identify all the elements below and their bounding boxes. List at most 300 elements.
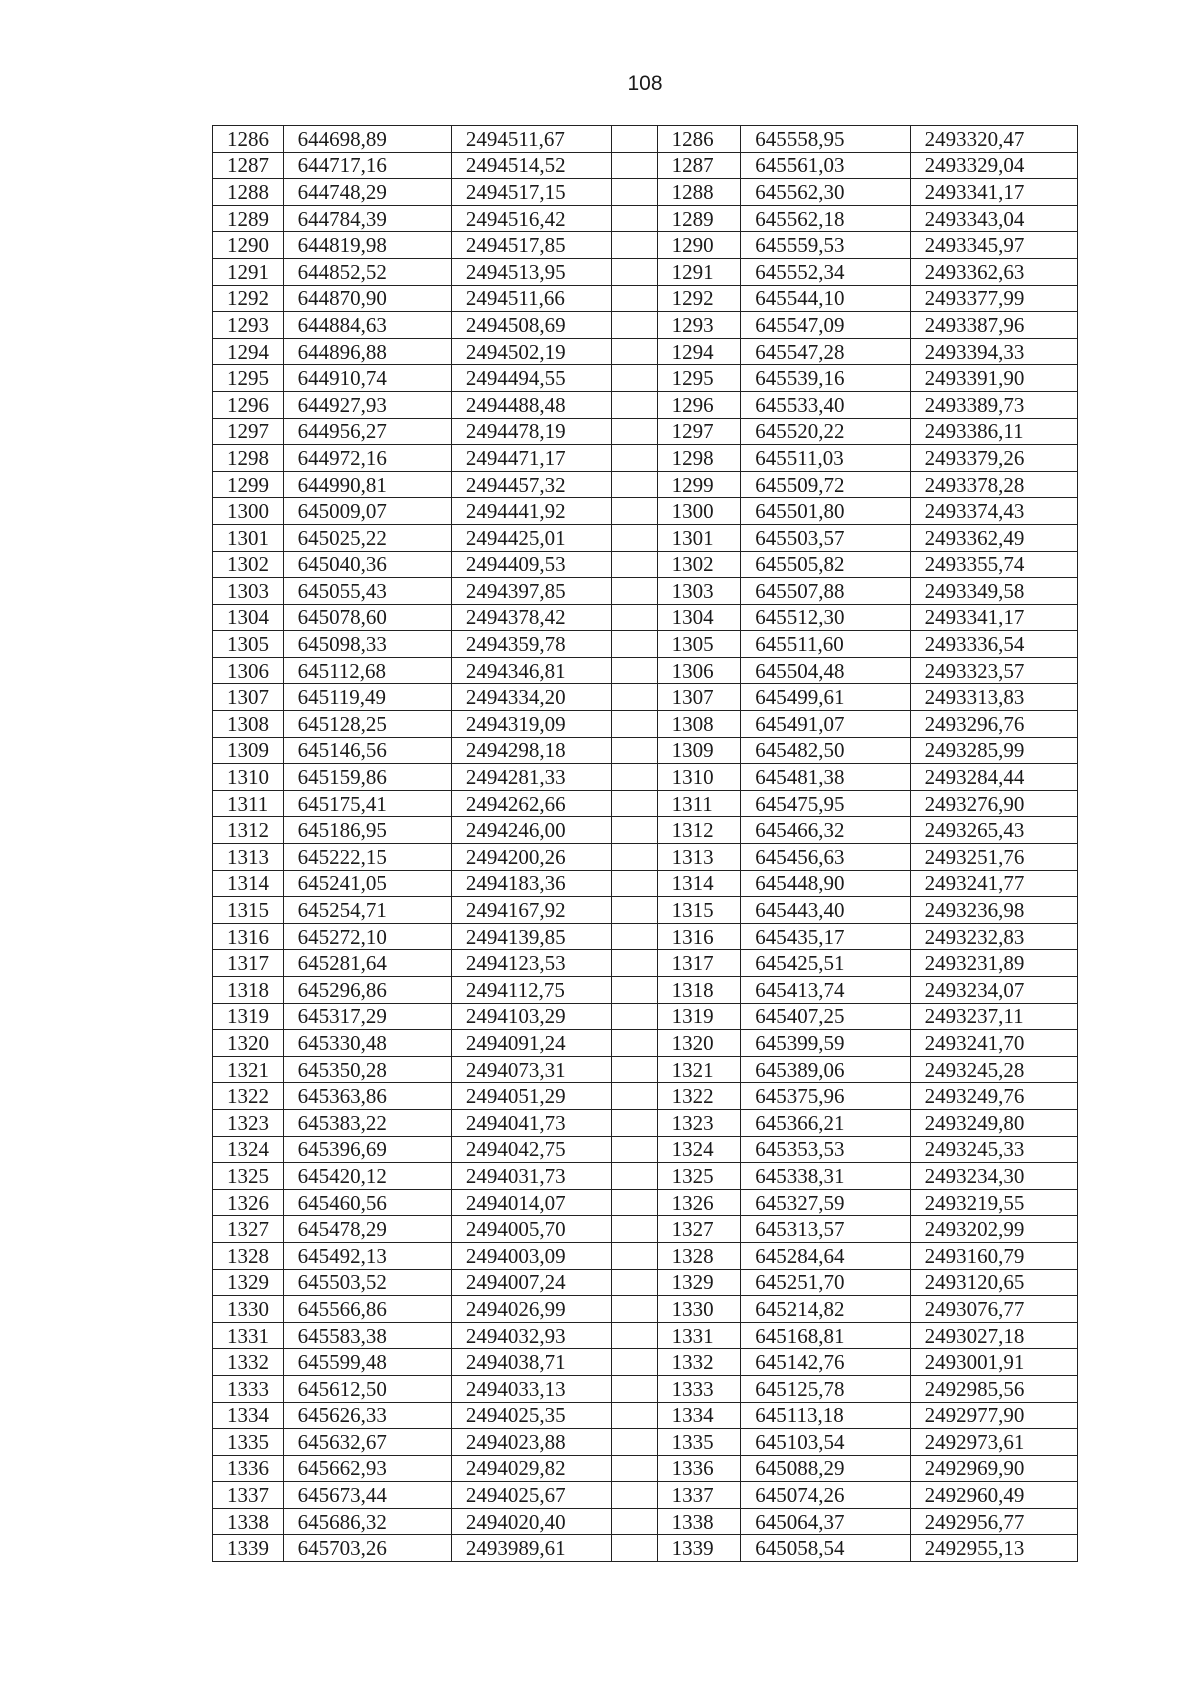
table-row [213,1163,1078,1190]
y-coordinate-left: 2494112,75 [451,977,611,1004]
empty-separator-cell [612,657,657,684]
point-number-right: 1331 [657,1322,741,1349]
x-coordinate-right: 645482,50 [741,737,910,764]
x-coordinate-left: 644910,74 [283,365,451,392]
y-coordinate-left: 2494441,92 [451,498,611,525]
x-coordinate-right: 645214,82 [741,1296,910,1323]
point-number-left: 1310 [213,764,284,791]
point-number-right: 1308 [657,711,741,738]
table-row [213,418,1078,445]
table-row [213,1083,1078,1110]
point-number-left: 1332 [213,1349,284,1376]
y-coordinate-right: 2493349,58 [910,578,1077,605]
empty-separator-cell [612,977,657,1004]
point-number-left: 1317 [213,950,284,977]
table-row [213,1535,1078,1562]
empty-separator-cell [612,312,657,339]
y-coordinate-left: 2494031,73 [451,1163,611,1190]
empty-separator-cell [612,1455,657,1482]
point-number-right: 1316 [657,923,741,950]
point-number-left: 1318 [213,977,284,1004]
x-coordinate-right: 645544,10 [741,285,910,312]
x-coordinate-right: 645558,95 [741,126,910,153]
empty-separator-cell [612,1216,657,1243]
point-number-left: 1326 [213,1189,284,1216]
point-number-left: 1330 [213,1296,284,1323]
point-number-right: 1294 [657,338,741,365]
x-coordinate-left: 645272,10 [283,923,451,950]
y-coordinate-left: 2494026,99 [451,1296,611,1323]
point-number-left: 1316 [213,923,284,950]
y-coordinate-right: 2493249,80 [910,1109,1077,1136]
empty-separator-cell [612,1508,657,1535]
table-row [213,524,1078,551]
x-coordinate-left: 644972,16 [283,445,451,472]
point-number-right: 1333 [657,1375,741,1402]
x-coordinate-left: 644990,81 [283,471,451,498]
empty-separator-cell [612,551,657,578]
x-coordinate-left: 645128,25 [283,711,451,738]
y-coordinate-right: 2493219,55 [910,1189,1077,1216]
empty-separator-cell [612,1056,657,1083]
table-row [213,232,1078,259]
table-row [213,445,1078,472]
x-coordinate-right: 645142,76 [741,1349,910,1376]
table-row [213,1242,1078,1269]
y-coordinate-left: 2494262,66 [451,790,611,817]
point-number-right: 1292 [657,285,741,312]
empty-separator-cell [612,126,657,153]
x-coordinate-left: 645296,86 [283,977,451,1004]
y-coordinate-left: 2494359,78 [451,631,611,658]
point-number-left: 1311 [213,790,284,817]
empty-separator-cell [612,1269,657,1296]
point-number-left: 1324 [213,1136,284,1163]
point-number-right: 1318 [657,977,741,1004]
y-coordinate-right: 2493245,33 [910,1136,1077,1163]
point-number-left: 1320 [213,1030,284,1057]
point-number-right: 1305 [657,631,741,658]
point-number-right: 1317 [657,950,741,977]
x-coordinate-right: 645113,18 [741,1402,910,1429]
point-number-right: 1325 [657,1163,741,1190]
x-coordinate-right: 645505,82 [741,551,910,578]
x-coordinate-left: 644870,90 [283,285,451,312]
empty-separator-cell [612,285,657,312]
point-number-right: 1293 [657,312,741,339]
y-coordinate-left: 2494005,70 [451,1216,611,1243]
empty-separator-cell [612,844,657,871]
y-coordinate-left: 2494033,13 [451,1375,611,1402]
x-coordinate-left: 645098,33 [283,631,451,658]
x-coordinate-left: 645478,29 [283,1216,451,1243]
x-coordinate-right: 645375,96 [741,1083,910,1110]
empty-separator-cell [612,737,657,764]
table-row [213,152,1078,179]
point-number-left: 1335 [213,1429,284,1456]
x-coordinate-left: 644784,39 [283,205,451,232]
point-number-right: 1314 [657,870,741,897]
x-coordinate-left: 645146,56 [283,737,451,764]
point-number-left: 1299 [213,471,284,498]
point-number-right: 1307 [657,684,741,711]
x-coordinate-right: 645443,40 [741,897,910,924]
table-row [213,312,1078,339]
point-number-right: 1313 [657,844,741,871]
table-row [213,604,1078,631]
point-number-left: 1297 [213,418,284,445]
y-coordinate-left: 2494514,52 [451,152,611,179]
y-coordinate-right: 2493296,76 [910,711,1077,738]
y-coordinate-left: 2494041,73 [451,1109,611,1136]
point-number-right: 1296 [657,391,741,418]
empty-separator-cell [612,1136,657,1163]
empty-separator-cell [612,152,657,179]
x-coordinate-right: 645313,57 [741,1216,910,1243]
y-coordinate-left: 2494281,33 [451,764,611,791]
table-row [213,1030,1078,1057]
table-row [213,365,1078,392]
table-row [213,1056,1078,1083]
table-row [213,338,1078,365]
x-coordinate-left: 645222,15 [283,844,451,871]
point-number-right: 1287 [657,152,741,179]
point-number-left: 1334 [213,1402,284,1429]
point-number-right: 1298 [657,445,741,472]
y-coordinate-right: 2493341,17 [910,179,1077,206]
empty-separator-cell [612,524,657,551]
x-coordinate-left: 645396,69 [283,1136,451,1163]
y-coordinate-left: 2494123,53 [451,950,611,977]
y-coordinate-right: 2493313,83 [910,684,1077,711]
x-coordinate-right: 645413,74 [741,977,910,1004]
empty-separator-cell [612,817,657,844]
y-coordinate-right: 2493160,79 [910,1242,1077,1269]
y-coordinate-right: 2493379,26 [910,445,1077,472]
empty-separator-cell [612,179,657,206]
y-coordinate-right: 2493386,11 [910,418,1077,445]
x-coordinate-right: 645103,54 [741,1429,910,1456]
table-row [213,950,1078,977]
y-coordinate-right: 2492960,49 [910,1482,1077,1509]
y-coordinate-left: 2494029,82 [451,1455,611,1482]
table-row [213,1269,1078,1296]
table-row [213,471,1078,498]
x-coordinate-left: 645330,48 [283,1030,451,1057]
point-number-left: 1338 [213,1508,284,1535]
point-number-right: 1322 [657,1083,741,1110]
point-number-left: 1293 [213,312,284,339]
y-coordinate-right: 2493276,90 [910,790,1077,817]
point-number-left: 1331 [213,1322,284,1349]
empty-separator-cell [612,1349,657,1376]
empty-separator-cell [612,711,657,738]
empty-separator-cell [612,578,657,605]
empty-separator-cell [612,471,657,498]
x-coordinate-right: 645507,88 [741,578,910,605]
x-coordinate-right: 645511,60 [741,631,910,658]
table-row [213,764,1078,791]
empty-separator-cell [612,365,657,392]
point-number-right: 1326 [657,1189,741,1216]
x-coordinate-left: 644748,29 [283,179,451,206]
x-coordinate-right: 645561,03 [741,152,910,179]
x-coordinate-right: 645533,40 [741,391,910,418]
point-number-right: 1334 [657,1402,741,1429]
y-coordinate-right: 2493387,96 [910,312,1077,339]
table-row [213,1455,1078,1482]
y-coordinate-right: 2493285,99 [910,737,1077,764]
point-number-left: 1325 [213,1163,284,1190]
point-number-left: 1300 [213,498,284,525]
y-coordinate-left: 2494038,71 [451,1349,611,1376]
point-number-right: 1311 [657,790,741,817]
point-number-right: 1321 [657,1056,741,1083]
y-coordinate-right: 2493249,76 [910,1083,1077,1110]
table-row [213,391,1078,418]
point-number-right: 1290 [657,232,741,259]
y-coordinate-left: 2494183,36 [451,870,611,897]
table-row [213,1429,1078,1456]
y-coordinate-left: 2494517,85 [451,232,611,259]
y-coordinate-left: 2494200,26 [451,844,611,871]
y-coordinate-right: 2492969,90 [910,1455,1077,1482]
table-row [213,498,1078,525]
x-coordinate-left: 645420,12 [283,1163,451,1190]
table-row [213,551,1078,578]
table-row [213,923,1078,950]
y-coordinate-right: 2492955,13 [910,1535,1077,1562]
x-coordinate-left: 645317,29 [283,1003,451,1030]
y-coordinate-left: 2494032,93 [451,1322,611,1349]
point-number-right: 1338 [657,1508,741,1535]
x-coordinate-right: 645504,48 [741,657,910,684]
point-number-right: 1332 [657,1349,741,1376]
y-coordinate-right: 2493234,07 [910,977,1077,1004]
x-coordinate-right: 645448,90 [741,870,910,897]
y-coordinate-left: 2494319,09 [451,711,611,738]
y-coordinate-left: 2494516,42 [451,205,611,232]
y-coordinate-left: 2494471,17 [451,445,611,472]
x-coordinate-right: 645353,53 [741,1136,910,1163]
x-coordinate-right: 645475,95 [741,790,910,817]
point-number-right: 1329 [657,1269,741,1296]
x-coordinate-left: 645040,36 [283,551,451,578]
empty-separator-cell [612,1109,657,1136]
y-coordinate-left: 2494334,20 [451,684,611,711]
point-number-right: 1323 [657,1109,741,1136]
x-coordinate-left: 644819,98 [283,232,451,259]
coordinates-table [212,125,1078,1562]
point-number-right: 1303 [657,578,741,605]
x-coordinate-right: 645501,80 [741,498,910,525]
empty-separator-cell [612,1535,657,1562]
y-coordinate-right: 2493323,57 [910,657,1077,684]
x-coordinate-right: 645435,17 [741,923,910,950]
y-coordinate-right: 2493241,77 [910,870,1077,897]
y-coordinate-left: 2494014,07 [451,1189,611,1216]
x-coordinate-left: 645254,71 [283,897,451,924]
y-coordinate-left: 2494508,69 [451,312,611,339]
empty-separator-cell [612,445,657,472]
empty-separator-cell [612,1296,657,1323]
y-coordinate-left: 2494517,15 [451,179,611,206]
y-coordinate-left: 2494425,01 [451,524,611,551]
y-coordinate-right: 2493237,11 [910,1003,1077,1030]
x-coordinate-right: 645562,18 [741,205,910,232]
point-number-right: 1289 [657,205,741,232]
y-coordinate-right: 2493394,33 [910,338,1077,365]
empty-separator-cell [612,684,657,711]
point-number-left: 1306 [213,657,284,684]
empty-separator-cell [612,1242,657,1269]
table-row [213,1136,1078,1163]
x-coordinate-left: 645009,07 [283,498,451,525]
y-coordinate-left: 2494346,81 [451,657,611,684]
x-coordinate-left: 645350,28 [283,1056,451,1083]
x-coordinate-right: 645539,16 [741,365,910,392]
table-row [213,870,1078,897]
table-row [213,1296,1078,1323]
empty-separator-cell [612,764,657,791]
x-coordinate-left: 645583,38 [283,1322,451,1349]
y-coordinate-right: 2493120,65 [910,1269,1077,1296]
y-coordinate-right: 2493374,43 [910,498,1077,525]
x-coordinate-left: 645383,22 [283,1109,451,1136]
x-coordinate-left: 645460,56 [283,1189,451,1216]
x-coordinate-left: 645673,44 [283,1482,451,1509]
point-number-right: 1319 [657,1003,741,1030]
x-coordinate-left: 645281,64 [283,950,451,977]
point-number-right: 1328 [657,1242,741,1269]
x-coordinate-left: 645503,52 [283,1269,451,1296]
x-coordinate-left: 645241,05 [283,870,451,897]
empty-separator-cell [612,631,657,658]
x-coordinate-left: 645566,86 [283,1296,451,1323]
table-row [213,790,1078,817]
point-number-left: 1319 [213,1003,284,1030]
x-coordinate-right: 645058,54 [741,1535,910,1562]
y-coordinate-right: 2493345,97 [910,232,1077,259]
point-number-left: 1294 [213,338,284,365]
y-coordinate-left: 2494023,88 [451,1429,611,1456]
y-coordinate-right: 2493236,98 [910,897,1077,924]
x-coordinate-right: 645509,72 [741,471,910,498]
empty-separator-cell [612,897,657,924]
x-coordinate-right: 645499,61 [741,684,910,711]
empty-separator-cell [612,1375,657,1402]
point-number-right: 1299 [657,471,741,498]
x-coordinate-right: 645466,32 [741,817,910,844]
y-coordinate-left: 2494091,24 [451,1030,611,1057]
table-body [213,126,1078,1562]
x-coordinate-right: 645456,63 [741,844,910,871]
x-coordinate-right: 645251,70 [741,1269,910,1296]
point-number-right: 1337 [657,1482,741,1509]
x-coordinate-left: 645612,50 [283,1375,451,1402]
empty-separator-cell [612,258,657,285]
point-number-right: 1310 [657,764,741,791]
point-number-right: 1295 [657,365,741,392]
table-row [213,1375,1078,1402]
y-coordinate-right: 2493377,99 [910,285,1077,312]
point-number-left: 1315 [213,897,284,924]
empty-separator-cell [612,391,657,418]
point-number-right: 1300 [657,498,741,525]
point-number-left: 1292 [213,285,284,312]
table-row [213,897,1078,924]
x-coordinate-left: 645703,26 [283,1535,451,1562]
table-row [213,258,1078,285]
point-number-left: 1304 [213,604,284,631]
point-number-right: 1286 [657,126,741,153]
point-number-right: 1320 [657,1030,741,1057]
point-number-left: 1339 [213,1535,284,1562]
x-coordinate-right: 645512,30 [741,604,910,631]
empty-separator-cell [612,870,657,897]
x-coordinate-left: 645662,93 [283,1455,451,1482]
x-coordinate-left: 645626,33 [283,1402,451,1429]
point-number-left: 1327 [213,1216,284,1243]
x-coordinate-right: 645366,21 [741,1109,910,1136]
empty-separator-cell [612,950,657,977]
y-coordinate-right: 2493231,89 [910,950,1077,977]
point-number-right: 1291 [657,258,741,285]
y-coordinate-left: 2494246,00 [451,817,611,844]
x-coordinate-left: 645632,67 [283,1429,451,1456]
point-number-right: 1324 [657,1136,741,1163]
empty-separator-cell [612,1003,657,1030]
y-coordinate-left: 2494042,75 [451,1136,611,1163]
y-coordinate-right: 2493391,90 [910,365,1077,392]
x-coordinate-right: 645562,30 [741,179,910,206]
x-coordinate-right: 645399,59 [741,1030,910,1057]
point-number-right: 1339 [657,1535,741,1562]
point-number-left: 1291 [213,258,284,285]
point-number-left: 1286 [213,126,284,153]
table-row [213,179,1078,206]
point-number-left: 1288 [213,179,284,206]
y-coordinate-right: 2492977,90 [910,1402,1077,1429]
y-coordinate-right: 2493336,54 [910,631,1077,658]
y-coordinate-right: 2493265,43 [910,817,1077,844]
y-coordinate-right: 2493362,49 [910,524,1077,551]
y-coordinate-right: 2493329,04 [910,152,1077,179]
y-coordinate-right: 2493355,74 [910,551,1077,578]
y-coordinate-right: 2493232,83 [910,923,1077,950]
y-coordinate-left: 2494051,29 [451,1083,611,1110]
y-coordinate-right: 2493341,17 [910,604,1077,631]
point-number-left: 1337 [213,1482,284,1509]
y-coordinate-left: 2494513,95 [451,258,611,285]
x-coordinate-left: 645363,86 [283,1083,451,1110]
point-number-left: 1312 [213,817,284,844]
y-coordinate-left: 2494003,09 [451,1242,611,1269]
x-coordinate-right: 645559,53 [741,232,910,259]
x-coordinate-right: 645552,34 [741,258,910,285]
y-coordinate-left: 2494007,24 [451,1269,611,1296]
y-coordinate-right: 2493076,77 [910,1296,1077,1323]
table-row [213,737,1078,764]
point-number-left: 1313 [213,844,284,871]
y-coordinate-left: 2493989,61 [451,1535,611,1562]
x-coordinate-right: 645481,38 [741,764,910,791]
y-coordinate-left: 2494502,19 [451,338,611,365]
x-coordinate-right: 645064,37 [741,1508,910,1535]
y-coordinate-left: 2494488,48 [451,391,611,418]
y-coordinate-left: 2494139,85 [451,923,611,950]
table-row [213,844,1078,871]
